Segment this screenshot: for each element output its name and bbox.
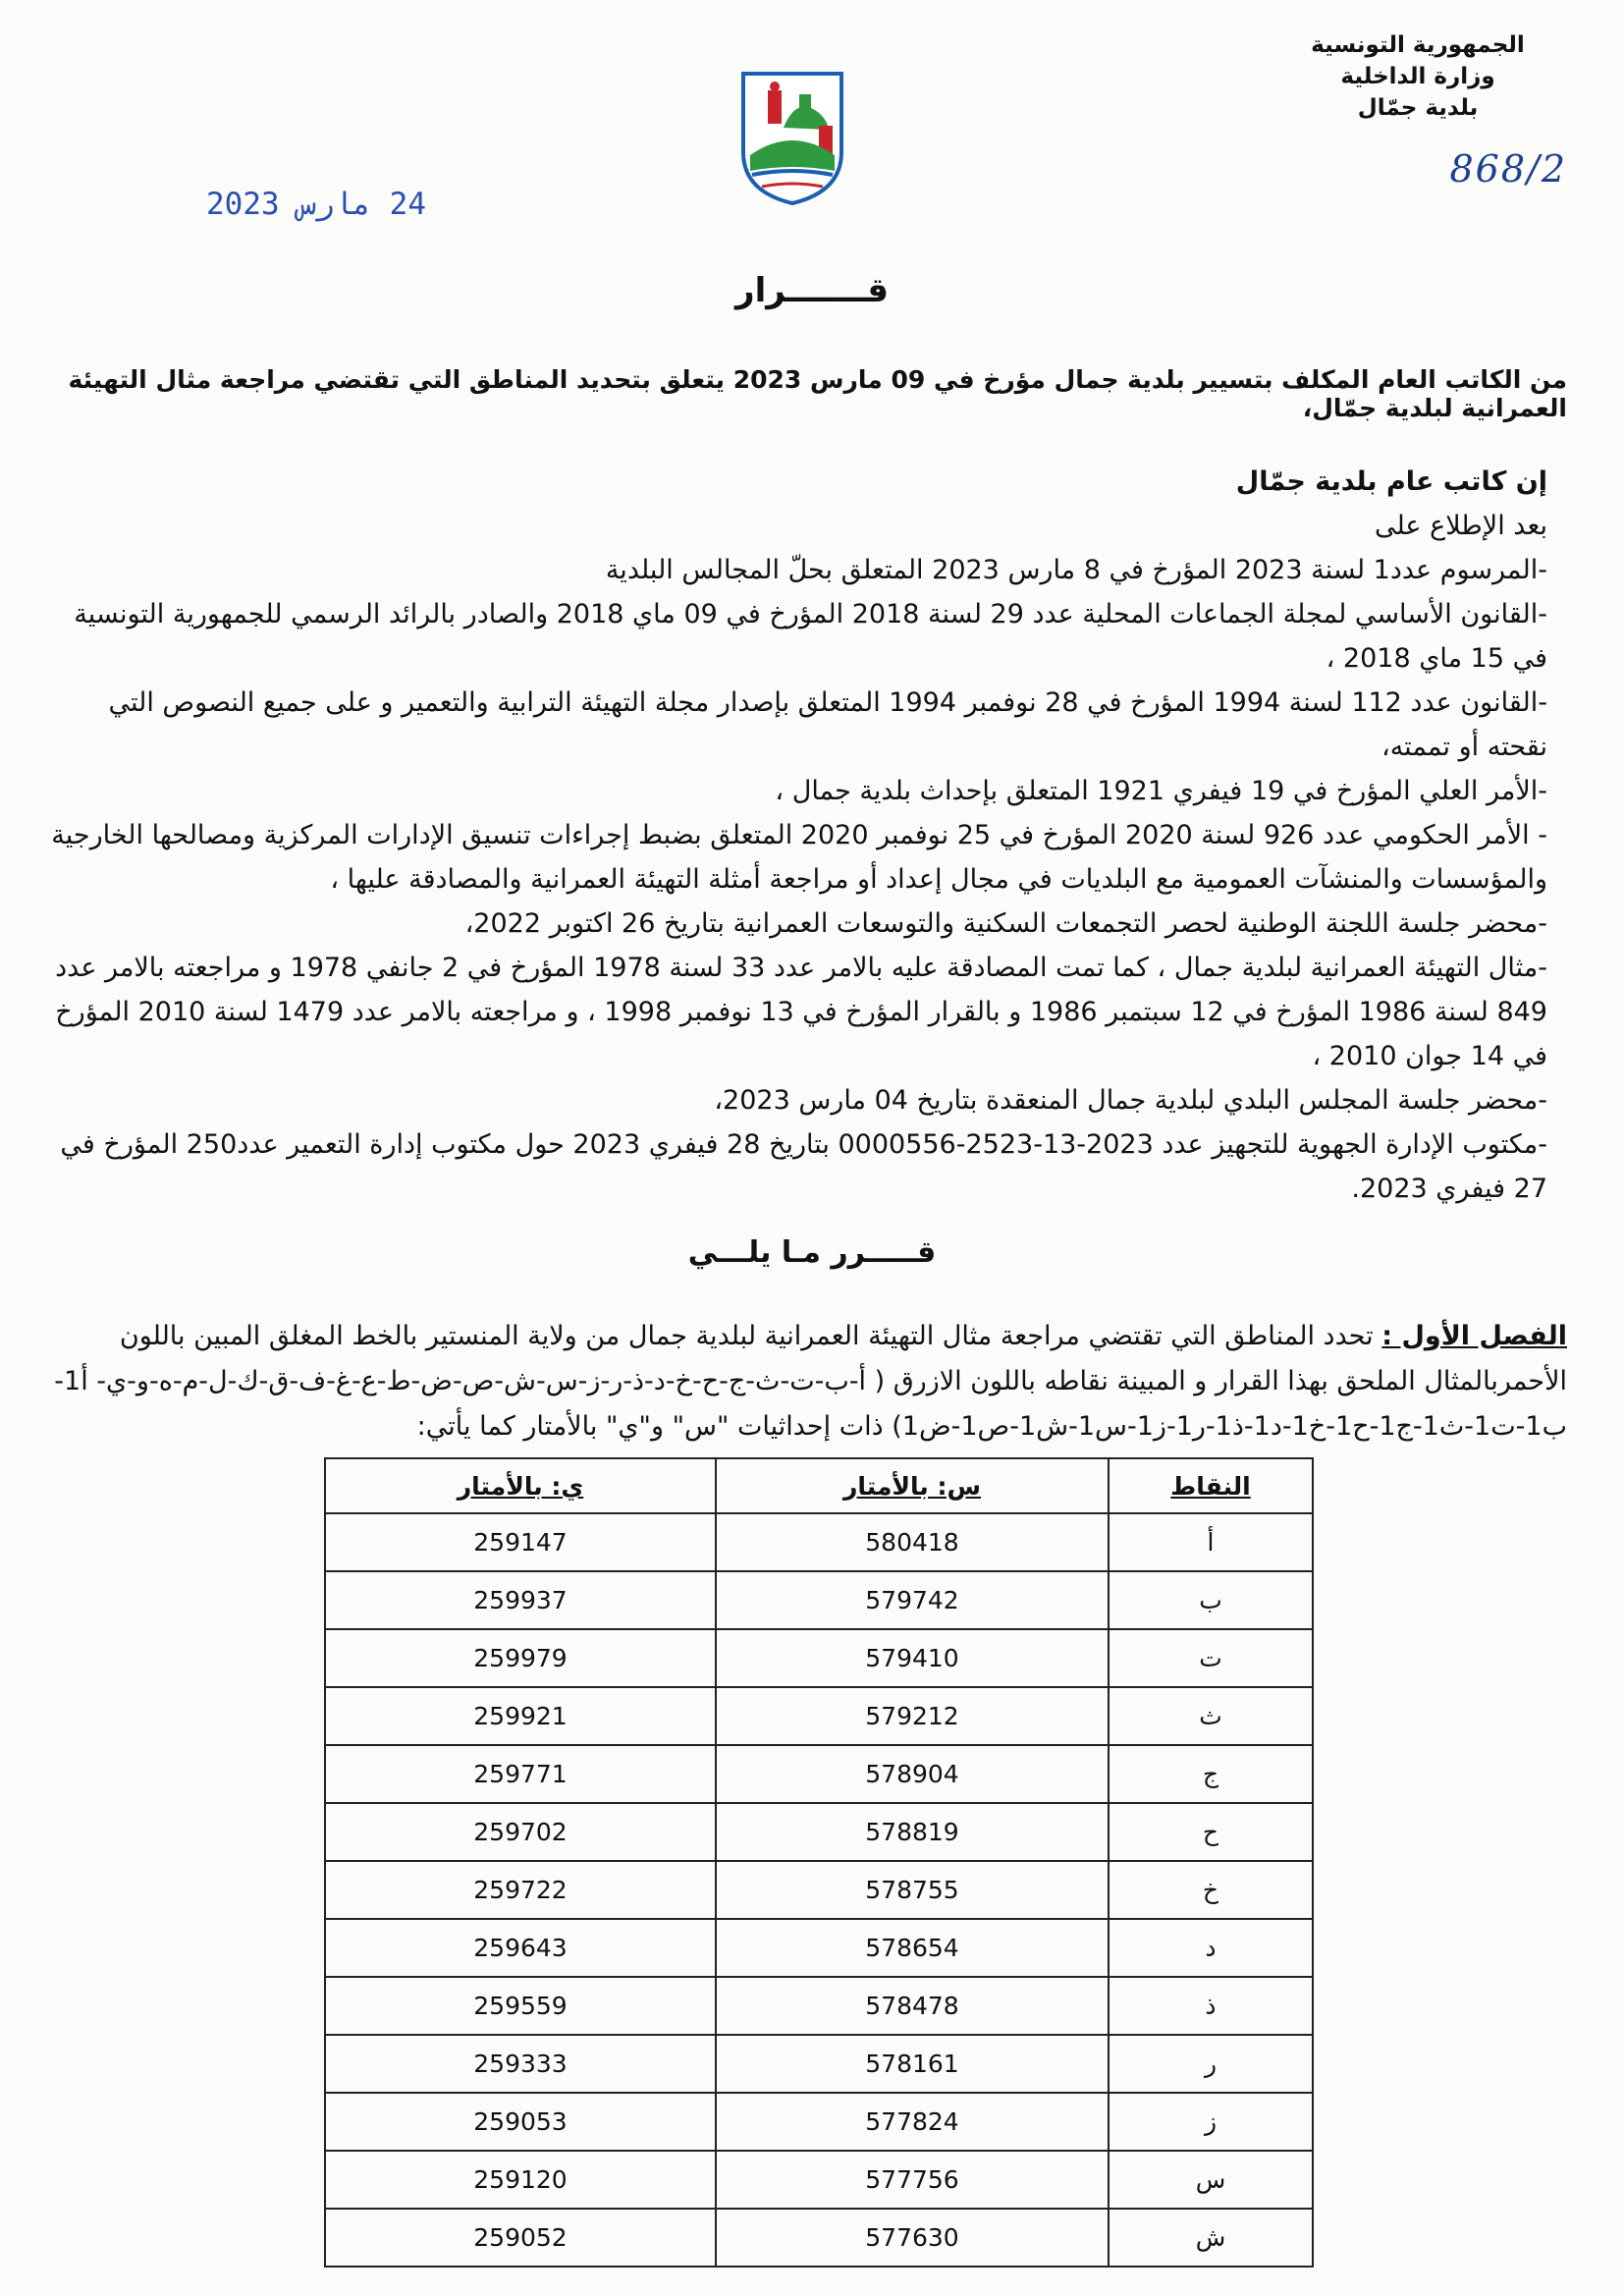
letterhead-republic: الجمهورية التونسية — [1311, 32, 1525, 58]
cell-point: س — [1109, 2151, 1313, 2209]
cell-y: 259333 — [325, 2035, 716, 2093]
table-row — [325, 1977, 1313, 2035]
cell-point: ش — [1109, 2209, 1313, 2267]
cell-y: 259559 — [325, 1977, 716, 2035]
cell-x: 577756 — [716, 2151, 1109, 2209]
cell-x: 578478 — [716, 1977, 1109, 2035]
decision-heading: قـــــرر مـا يلـــي — [687, 1235, 937, 1270]
letterhead — [1261, 29, 1575, 124]
coordinates-table — [324, 1457, 1314, 2268]
table-row — [325, 1803, 1313, 1861]
stamp-month: مارس — [298, 187, 371, 222]
cell-x: 579212 — [716, 1687, 1109, 1745]
article-one-text: تحدد المناطق التي تقتضي مراجعة مثال التهيئة العمرانية لبلدية جمال من ولاية المنستير بالخط المغلق المبين باللون الأحمربالمثال الملحق بهذا القرار و المبينة نقاطه باللون الازرق ( أ-ب-ت-ث-ج-ح-خ-د-ذ-ر-ز-س-ش-ص-ض-ط-ع-غ-ف-ق-ك-ل-م-ه-و-ي- أ1-ب1-ت1-ث1-ج1-ح1-خ1-د1-ذ1-ر1-ز1-س1-ش1-ص1-ض1) ذات إحداثيات "س" و"ي" بالأمتار كما يأتي: — [54, 1321, 1567, 1442]
cell-point: ج — [1109, 1745, 1313, 1803]
column-header-y: ي: بالأمتار — [325, 1458, 716, 1513]
cell-x: 578904 — [716, 1745, 1109, 1803]
reference-number: 868/2 — [1449, 147, 1567, 191]
cell-point: ت — [1109, 1629, 1313, 1687]
table-row — [325, 2151, 1313, 2209]
preamble-intro: بعد الإطلاع على — [1374, 511, 1547, 541]
cell-y: 259053 — [325, 2093, 716, 2151]
consideration-item: -المرسوم عدد1 لسنة 2023 المؤرخ في 8 مارس 2023 المتعلق بحلّ المجالس البلدية — [605, 555, 1547, 585]
consideration-item: -مكتوب الإدارة الجهوية للتجهيز عدد 2023-13-2523-0000556 بتاريخ 28 فيفري 2023 حول مكتوب إدارة التعمير عدد250 المؤرخ في 27 فيفري 2023. — [60, 1129, 1547, 1204]
cell-y: 259052 — [325, 2209, 716, 2267]
consideration-item: -القانون عدد 112 لسنة 1994 المؤرخ في 28 نوفمبر 1994 المتعلق بإصدار مجلة التهيئة الترابية والتعمير و على جميع النصوص التي نقحته أو تممته، — [108, 687, 1547, 762]
table-row — [325, 1513, 1313, 1571]
cell-y: 259921 — [325, 1687, 716, 1745]
document-title: قـــــــرار — [735, 271, 889, 310]
table-row — [325, 1861, 1313, 1919]
cell-y: 259979 — [325, 1629, 716, 1687]
cell-x: 578755 — [716, 1861, 1109, 1919]
cell-x: 577630 — [716, 2209, 1109, 2267]
consideration-item: - الأمر الحكومي عدد 926 لسنة 2020 المؤرخ في 25 نوفمبر 2020 المتعلق بضبط إجراءات تنسيق الإدارات المركزية ومصالحها الخارجية والمؤسسات والمنشآت العمومية مع البلديات في مجال إعداد أو مراجعة أمثلة التهيئة العمرانية والمصادقة عليها ، — [51, 820, 1547, 895]
cell-point: ب — [1109, 1571, 1313, 1629]
table-row — [325, 1919, 1313, 1977]
preamble-author: إن كاتب عام بلدية جمّال — [1235, 466, 1547, 497]
consideration-item: -الأمر العلي المؤرخ في 19 فيفري 1921 المتعلق بإحداث بلدية جمال ، — [775, 776, 1547, 806]
consideration-item: -مثال التهيئة العمرانية لبلدية جمال ، كما تمت المصادقة عليه بالامر عدد 33 لسنة 1978 المؤرخ في 2 جانفي 1978 و مراجعته بالامر عدد 849 لسنة 1986 المؤرخ في 12 سبتمبر 1986 و بالقرار المؤرخ في 13 نوفمبر 1998 ، و مراجعته بالامر عدد 1479 لسنة 2010 المؤرخ في 14 جوان 2010 ، — [55, 953, 1547, 1071]
cell-y: 259643 — [325, 1919, 716, 1977]
cell-point: خ — [1109, 1861, 1313, 1919]
document-subject: من الكاتب العام المكلف بتسيير بلدية جمال مؤرخ في 09 مارس 2023 يتعلق بتحديد المناطق التي تقتضي مراجعة مثال التهيئة العمرانية لبلدية جمّال، — [68, 365, 1567, 422]
table-row — [325, 1629, 1313, 1687]
table-row — [325, 1687, 1313, 1745]
consideration-item: -محضر جلسة المجلس البلدي لبلدية جمال المنعقدة بتاريخ 04 مارس 2023، — [714, 1085, 1547, 1116]
cell-x: 577824 — [716, 2093, 1109, 2151]
cell-point: ر — [1109, 2035, 1313, 2093]
cell-y: 259722 — [325, 1861, 716, 1919]
letterhead-municipality: بلدية جمّال — [1357, 95, 1479, 121]
cell-x: 578654 — [716, 1919, 1109, 1977]
cell-point: ح — [1109, 1803, 1313, 1861]
table-header-row — [325, 1458, 1313, 1513]
stamp-day: 24 — [389, 187, 426, 222]
consideration-item: -القانون الأساسي لمجلة الجماعات المحلية عدد 29 لسنة 2018 المؤرخ في 09 ماي 2018 والصادر بالرائد الرسمي للجمهورية التونسية في 15 ماي 2018 ، — [74, 599, 1547, 674]
cell-y: 259702 — [325, 1803, 716, 1861]
article-one — [35, 1314, 1567, 1449]
column-header-point: النقاط — [1109, 1458, 1313, 1513]
cell-y: 259120 — [325, 2151, 716, 2209]
cell-x: 578161 — [716, 2035, 1109, 2093]
column-header-x: س: بالأمتار — [716, 1458, 1109, 1513]
date-stamp — [206, 187, 426, 222]
table-row — [325, 2035, 1313, 2093]
cell-y: 259937 — [325, 1571, 716, 1629]
cell-x: 579410 — [716, 1629, 1109, 1687]
stamp-year: 2023 — [206, 187, 280, 222]
letterhead-ministry: وزارة الداخلية — [1340, 64, 1495, 89]
consideration-item: -محضر جلسة اللجنة الوطنية لحصر التجمعات السكنية والتوسعات العمرانية بتاريخ 26 اكتوبر 2022، — [464, 908, 1547, 939]
cell-x: 579742 — [716, 1571, 1109, 1629]
table-row — [325, 2093, 1313, 2151]
table-row — [325, 1745, 1313, 1803]
cell-x: 578819 — [716, 1803, 1109, 1861]
table-row — [325, 2209, 1313, 2267]
cell-point: ز — [1109, 2093, 1313, 2151]
cell-point: د — [1109, 1919, 1313, 1977]
cell-x: 580418 — [716, 1513, 1109, 1571]
cell-point: أ — [1109, 1513, 1313, 1571]
article-one-label: الفصل الأول : — [1381, 1321, 1567, 1351]
municipality-logo — [738, 69, 846, 206]
cell-y: 259771 — [325, 1745, 716, 1803]
cell-point: ث — [1109, 1687, 1313, 1745]
table-row — [325, 1571, 1313, 1629]
cell-point: ذ — [1109, 1977, 1313, 2035]
cell-y: 259147 — [325, 1513, 716, 1571]
document-body — [45, 460, 1547, 1211]
